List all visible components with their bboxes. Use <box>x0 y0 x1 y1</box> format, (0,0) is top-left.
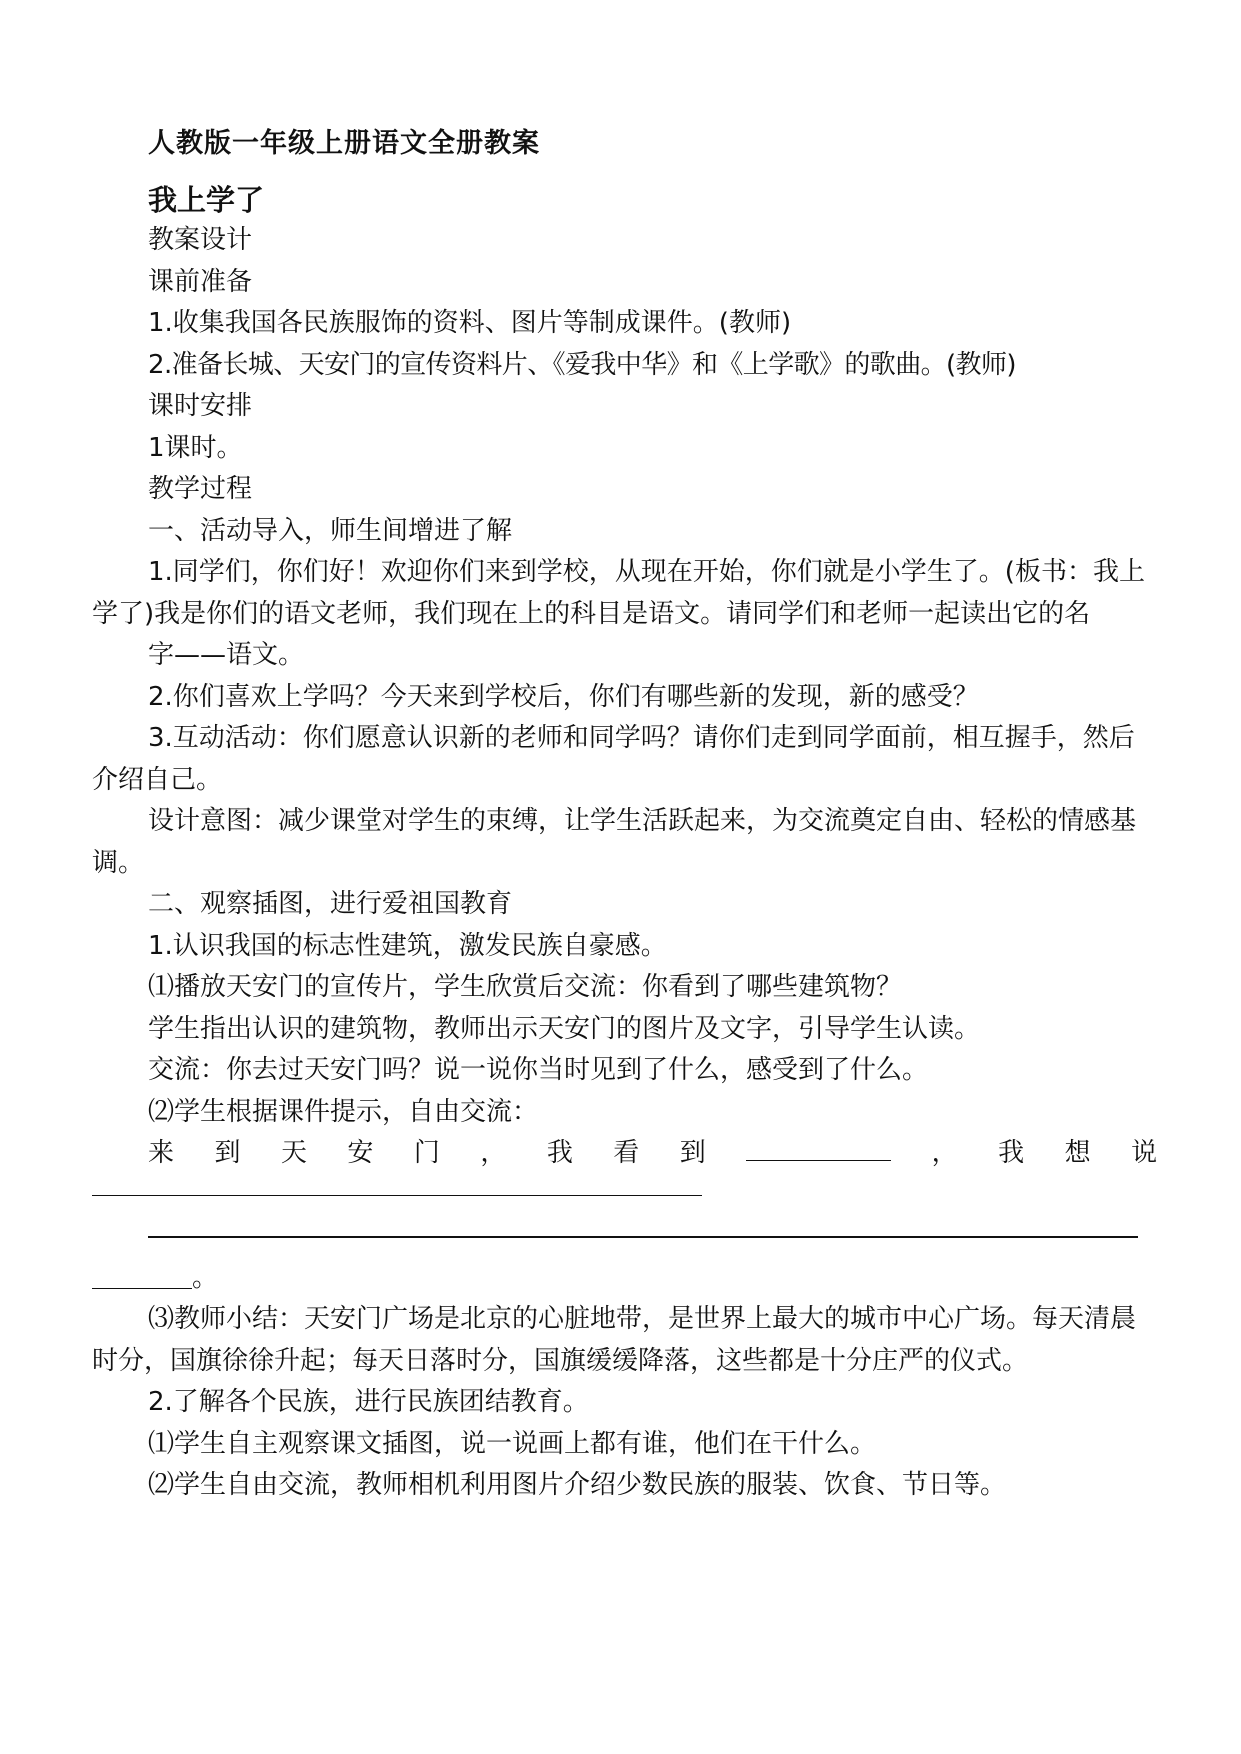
fill-char: 安 <box>347 1138 374 1168</box>
paragraph: ⑴播放天安门的宣传片，学生欣赏后交流：你看到了哪些建筑物？ <box>148 972 903 1002</box>
fill-char: 到 <box>679 1138 706 1168</box>
fill-char: 天 <box>280 1138 307 1168</box>
lesson-title: 我上学了 <box>148 183 265 217</box>
paragraph: ⑶教师小结：天安门广场是北京的心脏地带，是世界上最大的城市中心广场。每天清晨时分，国旗徐徐升起；每天日落时分，国旗缓缓降落，这些都是十分庄严的仪式。 <box>92 1304 1137 1376</box>
fill-char: 我 <box>998 1138 1025 1168</box>
paragraph: 3.互动活动：你们愿意认识新的老师和同学吗？请你们走到同学面前，相互握手，然后介绍自己。 <box>92 723 1135 795</box>
section-heading: 教学过程 <box>148 474 253 504</box>
section-heading: 一、活动导入，师生间增进了解 <box>148 515 513 546</box>
document-title: 人教版一年级上册语文全册教案 <box>148 128 540 159</box>
section-heading: 二、观察插图，进行爱祖国教育 <box>148 889 513 919</box>
paragraph: ⑴学生自主观察课文插图，说一说画上都有谁，他们在干什么。 <box>148 1428 877 1459</box>
section-heading: 课时安排 <box>148 391 253 421</box>
fill-char: ， <box>480 1138 507 1168</box>
fill-blank-row <box>92 1175 1157 1217</box>
fill-blank <box>92 1195 702 1197</box>
fill-comma: ， <box>931 1138 958 1168</box>
paragraph: 1.认识我国的标志性建筑，激发民族自豪感。 <box>148 930 667 961</box>
fill-char: 说 <box>1131 1138 1158 1168</box>
section-heading: 教案设计 <box>148 225 253 255</box>
paragraph: 设计意图：减少课堂对学生的束缚，让学生活跃起来，为交流奠定自由、轻松的情感基调。 <box>92 806 1137 878</box>
fill-char: 想 <box>1064 1138 1091 1168</box>
paragraph: 2.了解各个民族，进行民族团结教育。 <box>148 1387 589 1417</box>
section-heading: 课前准备 <box>148 266 253 297</box>
fill-char: 看 <box>613 1138 640 1168</box>
fill-blank-row <box>92 1216 1157 1258</box>
fill-char: 我 <box>546 1138 573 1168</box>
paragraph: 1课时。 <box>148 432 243 463</box>
paragraph: 2.准备长城、天安门的宣传资料片、《爱我中华》和《上学歌》的歌曲。(教师) <box>148 349 1016 380</box>
fill-char: 到 <box>214 1138 241 1168</box>
document-page <box>92 128 1157 1507</box>
paragraph: 字——语文。 <box>148 640 305 670</box>
paragraph: 1.收集我国各民族服饰的资料、图片等制成课件。(教师) <box>148 308 792 338</box>
fill-in-sentence <box>92 1133 1157 1175</box>
paragraph: ⑵学生自由交流，教师相机利用图片介绍少数民族的服装、饮食、节日等。 <box>148 1470 1007 1500</box>
fill-char: 来 <box>148 1138 175 1168</box>
fill-blank <box>148 1236 1138 1238</box>
fill-blank <box>746 1134 891 1161</box>
fill-char: 门 <box>413 1138 440 1168</box>
paragraph: 2.你们喜欢上学吗？今天来到学校后，你们有哪些新的发现，新的感受？ <box>148 681 979 712</box>
paragraph: 学生指出认识的建筑物，教师出示天安门的图片及文字，引导学生认读。 <box>148 1013 981 1044</box>
fill-end-mark: 。 <box>192 1262 219 1293</box>
paragraph: 交流：你去过天安门吗？说一说你当时见到了什么，感受到了什么。 <box>148 1055 929 1085</box>
paragraph-text: 1.同学们，你们好！欢迎你们来到学校，从现在开始，你们就是小学生了。(板书：我上学了)我是你们的语文老师，我们现在上的科目是语文。请同学们和老师一起读出它的名 <box>92 557 1145 629</box>
fill-blank <box>92 1288 192 1290</box>
fill-blank-row <box>92 1258 1157 1300</box>
paragraph: ⑵学生根据课件提示，自由交流： <box>148 1096 539 1127</box>
paragraph <box>92 552 1157 635</box>
